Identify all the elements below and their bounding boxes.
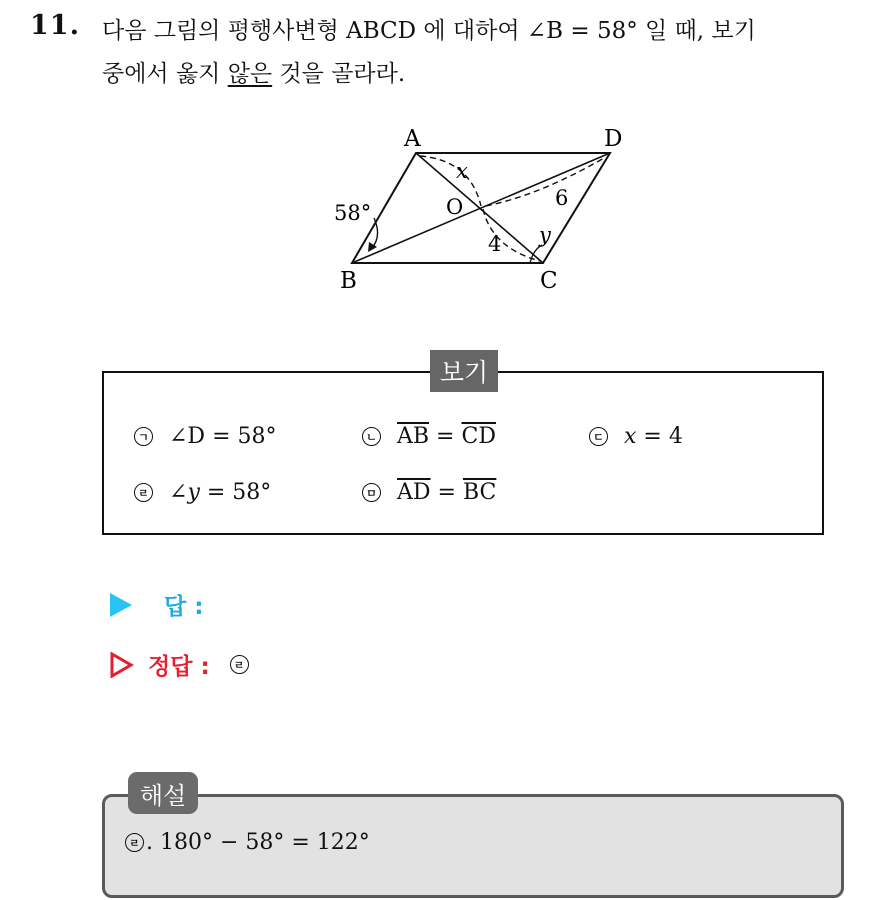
option-1-marker: ㄱ [134,427,153,446]
question-text-underlined: 않은 [227,61,273,87]
vertex-a-label: A [404,126,421,152]
vertex-c-label: C [540,268,558,294]
option-5-rhs: $\overline{BC}$ [462,480,497,505]
question-text-line1: 다음 그림의 평행사변형 ABCD 에 대하여 ∠B = 58° 일 때, 보기 [102,18,756,44]
option-3-marker: ㄷ [589,427,608,446]
option-4-angle: ∠ [169,480,188,505]
explanation-content [125,830,370,855]
option-5-eq: = [430,480,463,505]
option-5-marker: ㅁ [362,483,381,502]
option-2 [362,424,496,449]
option-2-rhs: $\overline{CD}$ [461,424,496,449]
question-number: 11. [30,10,80,41]
center-o-label: O [446,195,464,219]
explanation-title: 해설 [128,772,198,814]
option-2-marker: ㄴ [362,427,381,446]
segment-od-label: 6 [555,186,569,210]
explanation-marker: ㄹ [125,833,144,852]
answer-label: 답 : [164,594,204,620]
x-label: x [456,159,468,183]
option-5 [362,480,496,505]
correct-answer-line [110,648,265,681]
option-4-var: y [187,480,200,505]
parallelogram-figure [320,115,650,295]
option-1-text: ∠D = 58° [169,424,277,449]
explanation-text: . 180° − 58° = 122° [146,830,370,855]
option-3-var: x [624,424,637,449]
angle-b-label: 58° [334,201,372,225]
bogi-title: 보기 [430,350,498,392]
option-4-text: = 58° [199,480,272,505]
arrow-icon [110,593,132,617]
vertex-d-label: D [604,126,623,152]
option-3-text: = 4 [636,424,683,449]
option-3 [589,424,683,449]
question-text-pre: 중에서 옳지 [102,61,228,87]
segment-oc-label: 4 [488,232,502,256]
option-2-eq: = [429,424,462,449]
option-4 [134,480,271,505]
outline-arrow-icon [110,652,134,678]
y-label: y [539,223,551,247]
question-text-line2 [102,55,405,88]
vertex-b-label: B [340,268,357,294]
correct-answer-marker: ㄹ [230,655,249,674]
answer-line [110,588,203,621]
correct-answer-label: 정답 : [148,654,210,680]
option-5-lhs: $\overline{AD}$ [397,480,431,505]
option-2-lhs: $\overline{AB}$ [397,424,430,449]
option-4-marker: ㄹ [134,483,153,502]
question-text-post: 것을 골라라. [272,61,406,87]
diagonal-bd [352,153,610,263]
option-1 [134,424,277,449]
bogi-box [102,371,824,535]
